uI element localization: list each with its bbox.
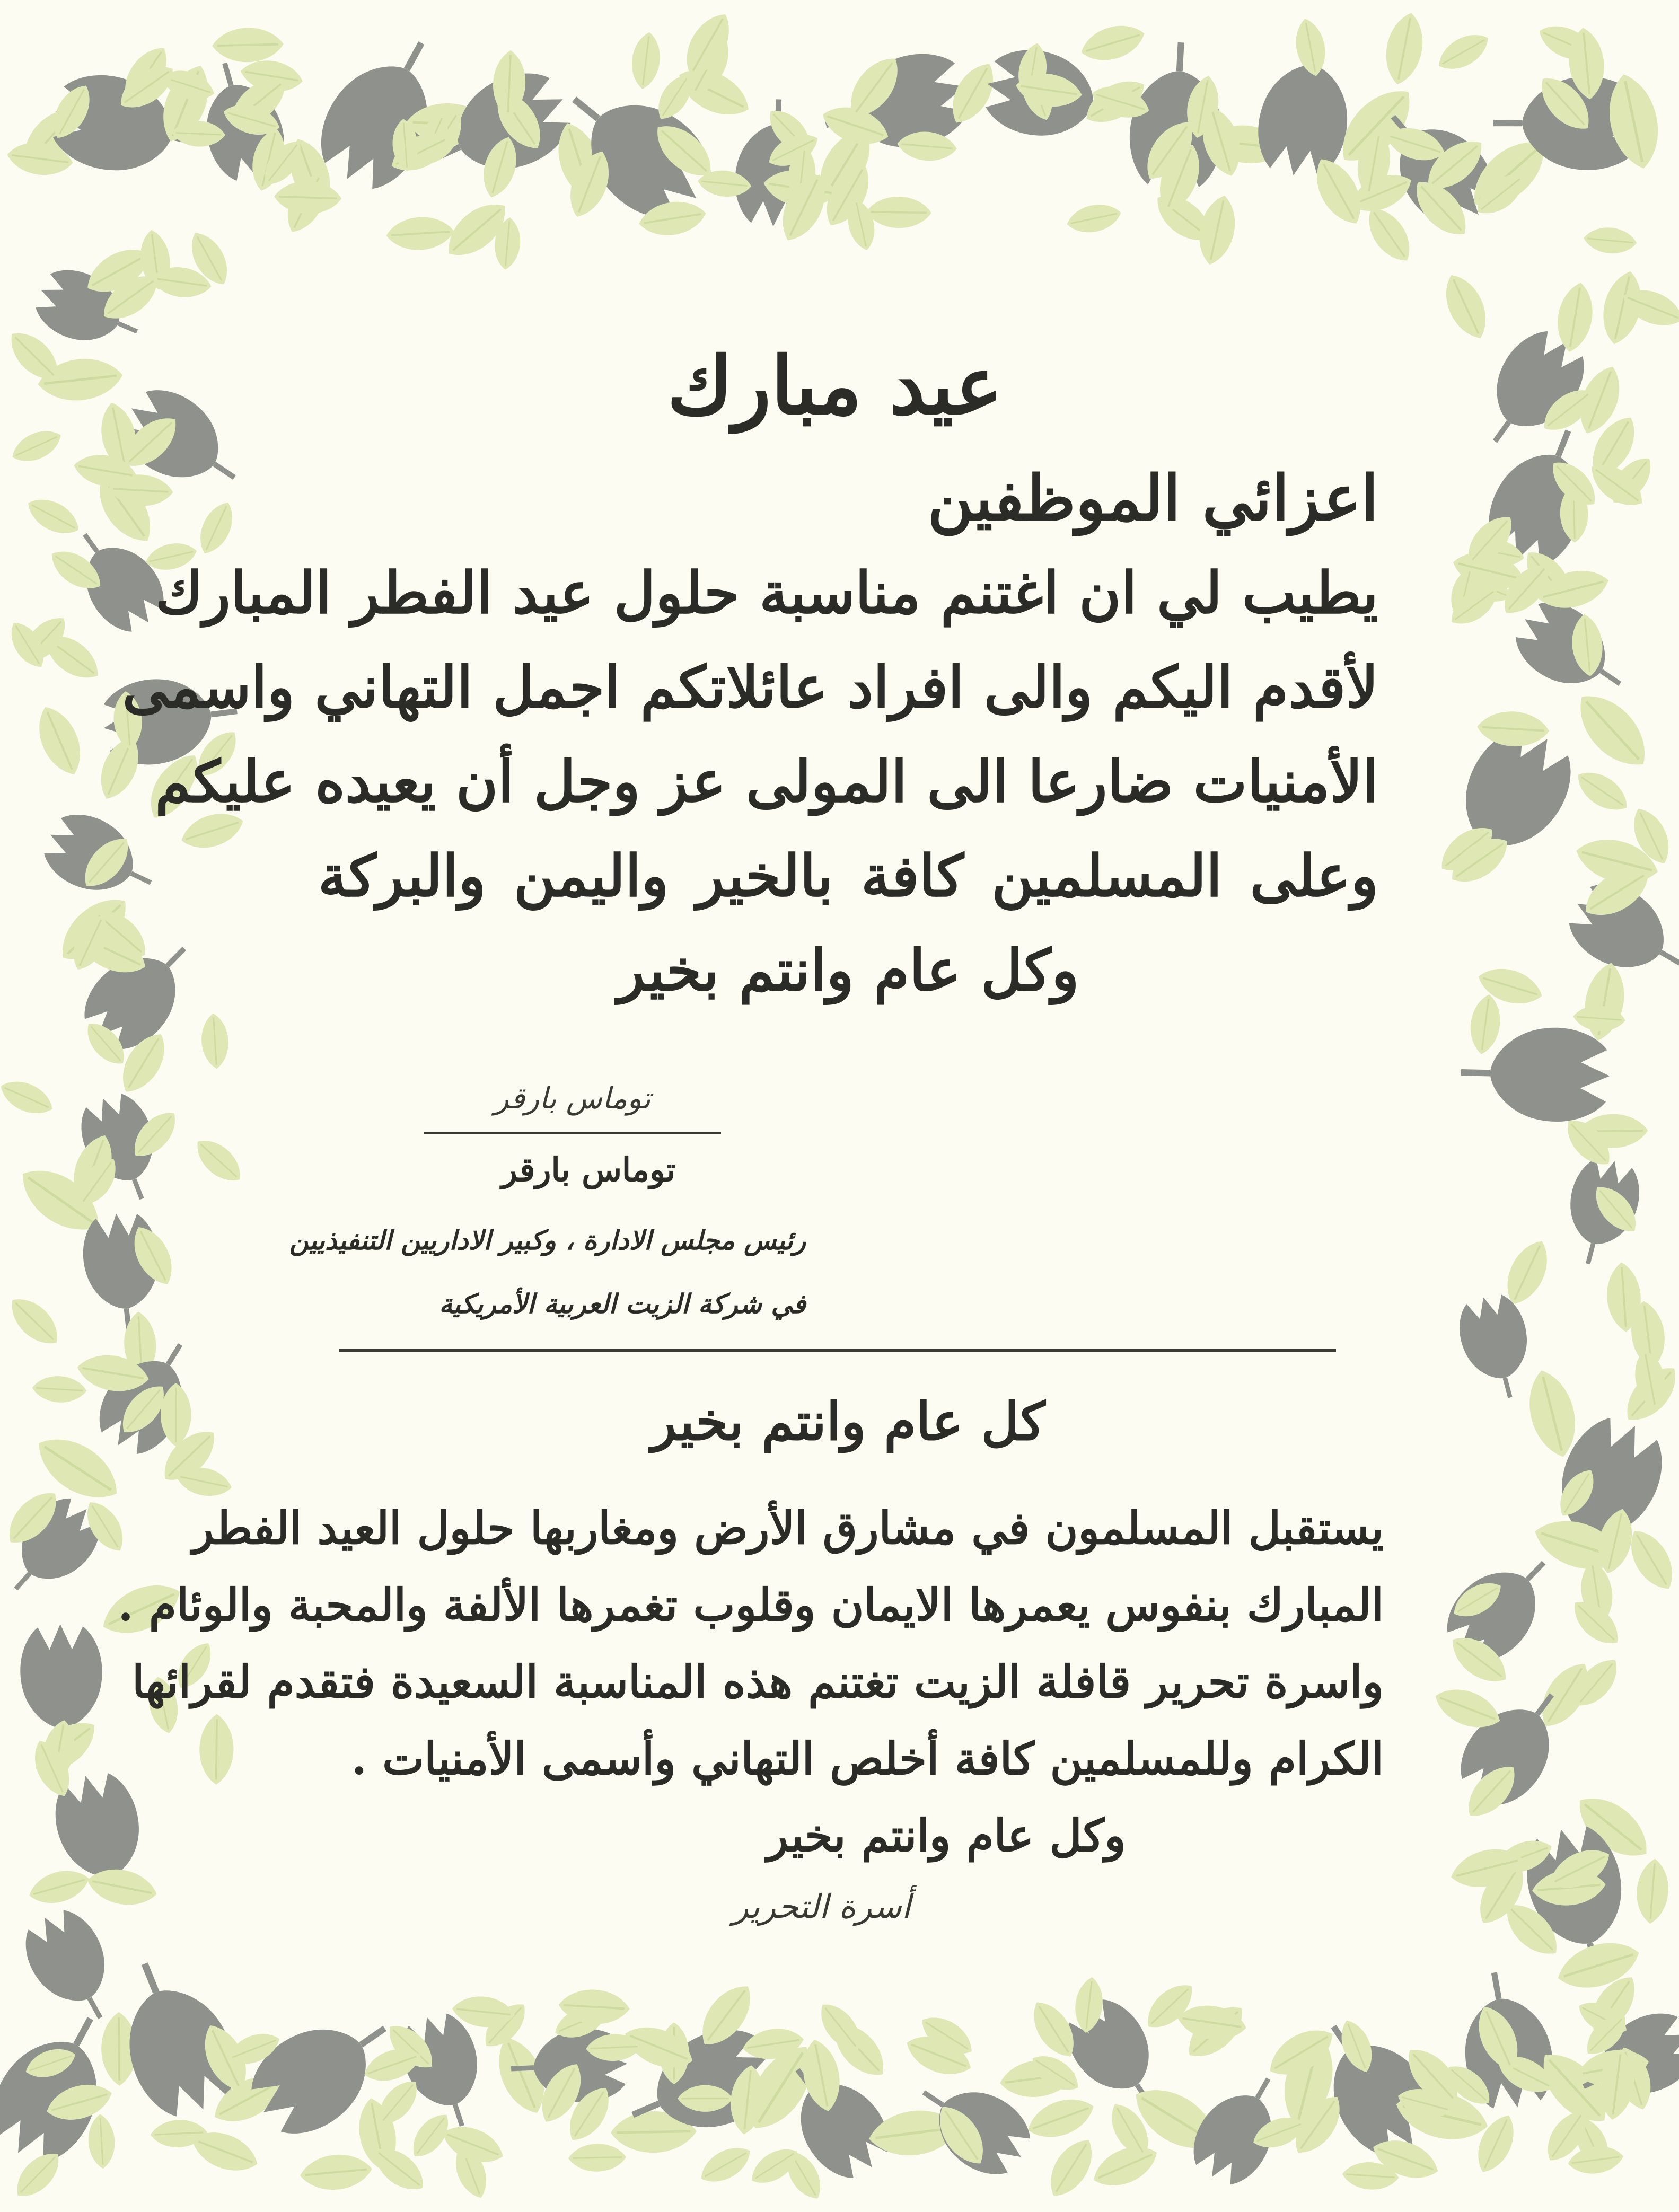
leaf-ornament — [1566, 682, 1659, 779]
leaf-ornament — [1040, 2131, 1102, 2204]
leaf-ornament — [1436, 268, 1496, 346]
handwritten-signature: توماس بارقر — [494, 1081, 651, 1116]
card-title: عيد مبارك — [667, 339, 1003, 433]
editorial-line: واسرة تحرير قافلة الزيت تغتنم هذه المناسبة السعيدة فتقدم لقرائها — [132, 1655, 1384, 1708]
message-line: يطيب لي ان اغتنم مناسبة حلول عيد الفطر المبارك — [155, 560, 1378, 627]
leaf-ornament — [200, 1012, 230, 1069]
tulip-ornament — [1434, 1537, 1571, 1675]
leaf-ornament — [1634, 1858, 1671, 1925]
eid-message — [122, 546, 1378, 1018]
leaf-ornament — [212, 27, 284, 63]
editorial-line: الكرام وللمسلمين كافة أخلص التهاني وأسمى الأمنيات . — [351, 1732, 1384, 1785]
leaf-ornament — [22, 491, 85, 542]
editorial-line: يستقبل المسلمون في مشارق الأرض ومغاربها حلول العيد الفطر — [192, 1502, 1384, 1554]
greeting-line: اعزائي الموظفين — [927, 461, 1378, 535]
signatory-name: توماس بارقر — [501, 1150, 676, 1189]
section-divider — [339, 1349, 1336, 1352]
leaf-ornament — [1553, 280, 1597, 355]
message-line: لأقدم اليكم والى افراد عائلاتكم اجمل التهاني واسمى — [122, 654, 1378, 721]
signature-rule — [424, 1132, 721, 1134]
leaf-ornament — [1022, 2091, 1099, 2146]
leaf-ornament — [1077, 19, 1149, 68]
leaf-ornament — [629, 31, 663, 91]
leaf-ornament — [1570, 763, 1635, 819]
leaf-ornament — [87, 2113, 116, 2169]
signatory-company: في شركة الزيت العربية الأمريكية — [439, 1288, 806, 1319]
leaf-ornament — [1467, 992, 1504, 1056]
leaf-ornament — [2, 1289, 67, 1353]
leaf-ornament — [1193, 192, 1241, 268]
editorial-line: المبارك بنفوس يعمرها الايمان وقلوب تغمرها الألفة والمحبة والوئام . — [118, 1579, 1384, 1631]
leaf-ornament — [1380, 10, 1428, 87]
leaf-ornament — [31, 1374, 87, 1404]
leaf-ornament — [298, 2152, 374, 2193]
leaf-ornament — [0, 1074, 58, 1122]
message-line: الأمنيات ضارعا الى المولى عز وجل أن يعيده عليكم — [155, 748, 1378, 815]
leaf-ornament — [29, 700, 91, 781]
signatory-title: رئيس مجلس الادارة ، وكبير الاداريين التنفيذيين — [289, 1224, 806, 1256]
leaf-ornament — [199, 1714, 234, 1785]
tulip-ornament — [13, 1900, 132, 2035]
tulip-ornament — [1452, 1289, 1542, 1406]
leaf-ornament — [568, 2143, 627, 2172]
leaf-ornament — [274, 180, 342, 215]
message-line: وكل عام وانتم بخير — [617, 937, 1079, 1004]
message-line: وعلى المسلمين كافة بالخير واليمن والبركة — [318, 843, 1378, 910]
editorial-heading: كل عام وانتم بخير — [651, 1391, 1045, 1452]
leaf-ornament — [1064, 200, 1123, 237]
leaf-ornament — [866, 196, 931, 228]
editorial-message — [118, 1490, 1384, 1874]
leaf-ornament — [1476, 710, 1550, 748]
editorial-line: وكل عام وانتم بخير — [767, 1809, 1126, 1862]
leaf-ornament — [7, 424, 66, 469]
leaf-ornament — [1579, 959, 1630, 1044]
leaf-ornament — [1583, 225, 1638, 255]
leaf-ornament — [1432, 26, 1495, 78]
leaf-ornament — [385, 215, 455, 252]
leaf-ornament — [695, 2139, 757, 2190]
editorial-signature: أسرة التحرير — [732, 1887, 911, 1926]
leaf-ornament — [25, 1864, 93, 1910]
leaf-ornament — [189, 1132, 249, 1190]
